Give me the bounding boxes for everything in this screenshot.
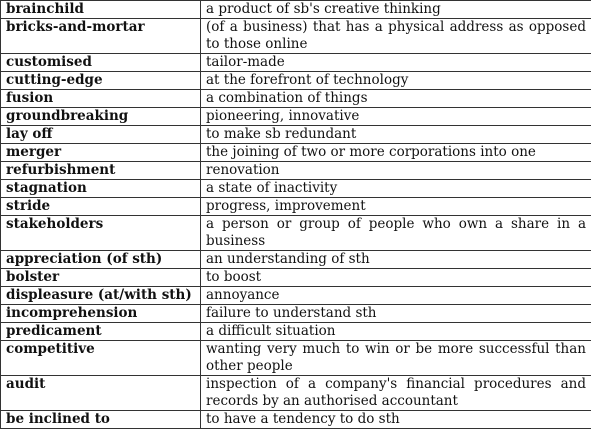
term-cell: merger <box>1 144 201 162</box>
table-row <box>1 216 591 251</box>
term-cell: stride <box>1 198 201 216</box>
definition-cell: an understanding of sth <box>201 251 591 269</box>
term-cell: stakeholders <box>1 216 201 251</box>
table-row <box>1 1 591 19</box>
definition-cell: to have a tendency to do sth <box>201 411 591 429</box>
table-row <box>1 54 591 72</box>
term-cell: displeasure (at/with sth) <box>1 287 201 305</box>
definition-cell: wanting very much to win or be more successful than other people <box>201 341 591 376</box>
definition-cell: a difficult situation <box>201 323 591 341</box>
table-row <box>1 287 591 305</box>
table-row <box>1 251 591 269</box>
table-row <box>1 198 591 216</box>
term-cell: be inclined to <box>1 411 201 429</box>
term-cell: customised <box>1 54 201 72</box>
definition-cell: pioneering, innovative <box>201 108 591 126</box>
term-cell: bricks-and-mortar <box>1 19 201 54</box>
definition-cell: a product of sb's creative thinking <box>201 1 591 19</box>
table-row <box>1 411 591 429</box>
table-row <box>1 126 591 144</box>
definition-cell: progress, improvement <box>201 198 591 216</box>
definition-cell: inspection of a company's financial procedures and records by an authorised accountant <box>201 376 591 411</box>
table-row <box>1 162 591 180</box>
term-cell: audit <box>1 376 201 411</box>
term-cell: cutting-edge <box>1 72 201 90</box>
term-cell: fusion <box>1 90 201 108</box>
table-row <box>1 305 591 323</box>
table-row <box>1 90 591 108</box>
term-cell: groundbreaking <box>1 108 201 126</box>
table-row <box>1 72 591 90</box>
definition-cell: a person or group of people who own a share in a business <box>201 216 591 251</box>
table-row <box>1 269 591 287</box>
term-cell: appreciation (of sth) <box>1 251 201 269</box>
definition-cell: a combination of things <box>201 90 591 108</box>
table-row <box>1 341 591 376</box>
term-cell: incomprehension <box>1 305 201 323</box>
term-cell: brainchild <box>1 1 201 19</box>
definition-cell: the joining of two or more corporations into one <box>201 144 591 162</box>
definition-cell: failure to understand sth <box>201 305 591 323</box>
definition-cell: to boost <box>201 269 591 287</box>
definition-cell: tailor-made <box>201 54 591 72</box>
definition-cell: a state of inactivity <box>201 180 591 198</box>
term-cell: bolster <box>1 269 201 287</box>
table-row <box>1 376 591 411</box>
table-row <box>1 108 591 126</box>
table-row <box>1 180 591 198</box>
definition-cell: to make sb redundant <box>201 126 591 144</box>
table-row <box>1 144 591 162</box>
definition-cell: renovation <box>201 162 591 180</box>
term-cell: competitive <box>1 341 201 376</box>
term-cell: lay off <box>1 126 201 144</box>
table-row <box>1 19 591 54</box>
definition-cell: annoyance <box>201 287 591 305</box>
term-cell: refurbishment <box>1 162 201 180</box>
term-cell: predicament <box>1 323 201 341</box>
definition-cell: (of a business) that has a physical address as opposed to those online <box>201 19 591 54</box>
term-cell: stagnation <box>1 180 201 198</box>
definition-cell: at the forefront of technology <box>201 72 591 90</box>
table-row <box>1 323 591 341</box>
